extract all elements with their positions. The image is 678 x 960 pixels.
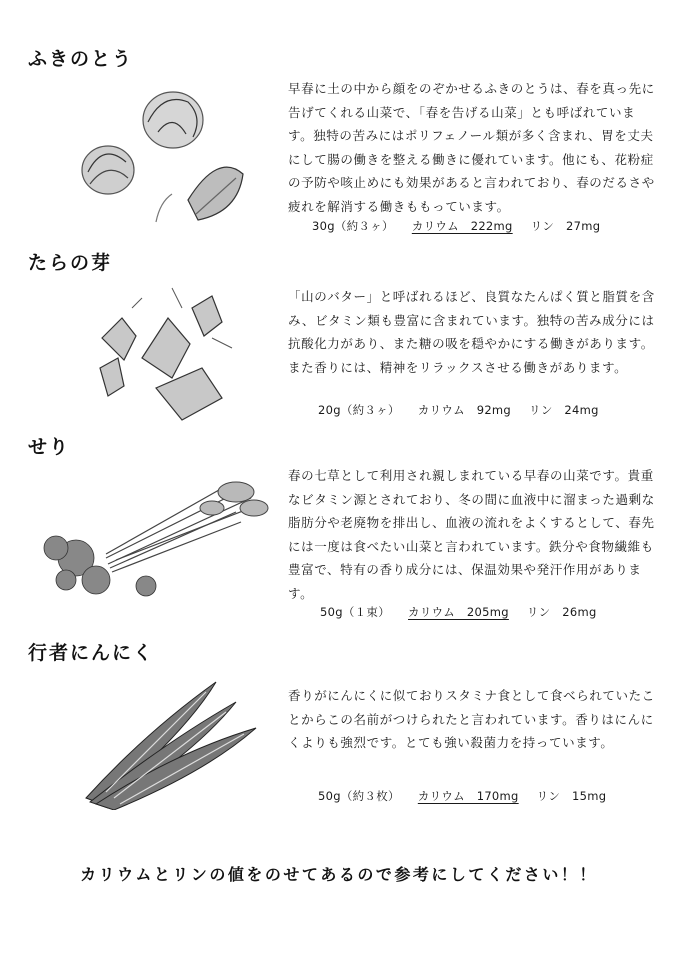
amount: 30g（約３ヶ） [312,219,394,233]
potassium: カリウム 222mg [411,219,513,233]
gyoja-ninniku-illustration [66,672,266,810]
phosphorus: リン 24mg [529,403,599,417]
nutrition-taranome [318,402,613,418]
phosphorus: リン 15mg [536,789,607,803]
potassium: カリウム 205mg [408,605,509,619]
fukinotou-illustration [68,82,258,232]
section-title-taranome: たらの芽 [28,252,113,274]
amount: 50g（１束） [320,605,391,619]
potassium: カリウム 170mg [417,789,519,803]
section-title-fukinotou: ふきのとう [28,48,134,70]
section-description-fukinotou: 早春に土の中から顔をのぞかせるふきのとうは、春を真っ先に告げてくれる山菜で、「春を告げる山菜」とも呼ばれています。独特の苦みにはポリフェノール類が多く含まれ、胃を丈夫にして腸の働きを整える働きに優れています。他にも、花粉症の予防や咳止めにも効果があると言われており、春のだるさや疲れを解消する働きももっています。 [288,81,655,214]
section-description-taranome: 「山のバター」と呼ばれるほど、良質なたんぱく質と脂質を含み、ビタミン類も豊富に含まれています。独特の苦み成分には抗酸化力があり、また糖の吸を穏やかにする働きがあります。また香りには、精神をリラックスさせる働きがあります。 [288,289,655,375]
potassium: カリウム 92mg [417,403,512,417]
taranome-illustration [72,278,252,428]
nutrition-gyoja-ninniku [318,788,620,804]
footer-note: カリウムとリンの値をのせてあるので参考にしてください！！ [80,865,598,884]
section-description-gyoja-ninniku: 香りがにんにくに似ておりスタミナ食として食べられていたことからこの名前がつけられたと言われています。香りはにんにくよりも強烈です。とても強い殺菌力を持っています。 [288,688,655,750]
nutrition-seri [320,604,611,620]
phosphorus: リン 26mg [526,605,597,619]
section-title-gyoja-ninniku: 行者にんにく [28,642,155,664]
amount: 20g（約３ヶ） [318,403,400,417]
section-description-seri: 春の七草として利用され親しまれている早春の山菜です。貴重なビタミン源とされており、冬の間に血液中に溜まった過剰な脂肪分や老廃物を排出し、血液の流れをよくするとして、春先には一度は食べたい山菜と言われています。鉄分や食物繊維も豊富で、特有の香り成分には、保温効果や発汗作用があります。 [288,468,655,601]
phosphorus: リン 27mg [530,219,601,233]
seri-illustration [36,468,272,608]
nutrition-fukinotou [312,218,614,234]
amount: 50g（約３枚） [318,789,400,803]
section-title-seri: せり [28,436,71,458]
